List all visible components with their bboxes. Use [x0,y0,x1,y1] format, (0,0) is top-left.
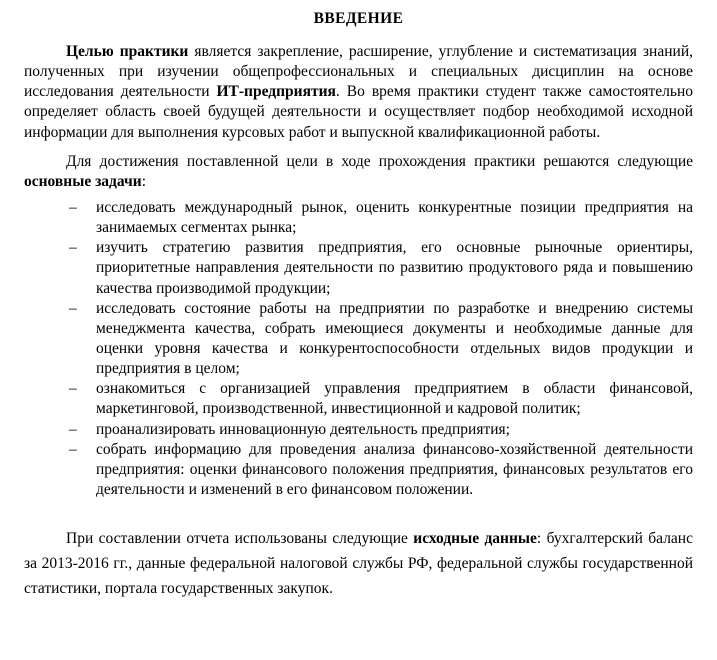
tasks-intro-text-2: : [141,172,147,190]
list-item-text: собрать информацию для проведения анализа финансово-хозяйственной деятельности предприятия: оценки финансового положения предприятия, финансовых результатов его деятельности и изменений в его финансовом положении. [96,440,693,498]
tasks-intro-bold: основные задачи [24,172,142,190]
list-item [24,198,693,238]
source-data-text-1: При составлении отчета использованы следующие [66,530,414,548]
tasks-intro-text-1: Для достижения поставленной цели в ходе прохождения практики решаются следующие [66,152,693,170]
purpose-text-1: является закрепление, расширение, углубление и систематизация знаний, полученных при изучении общепрофессиональных и специальных дисциплин на основе исследования деятельности [24,43,693,101]
list-marker-icon: – [69,198,77,216]
paragraph-tasks-intro [24,152,693,192]
list-item [24,379,693,419]
list-marker-icon: – [69,299,77,317]
document-body [24,28,693,601]
source-data-bold: исходные данные [413,530,537,548]
list-item [24,440,693,500]
paragraph-purpose [24,42,693,143]
list-item-text: проанализировать инновационную деятельность предприятия; [96,420,510,438]
page-title: ВВЕДЕНИЕ [313,10,404,27]
document-page [0,10,717,660]
source-data-text-2: : бухгалтерский баланс за 2013-2016 гг., данные федеральной налоговой службы РФ, федеральной службы государственной статистики, портала государственных закупок. [24,530,693,598]
list-item-text: изучить стратегию развития предприятия, его основные рыночные ориентиры, приоритетные направления деятельности по развитию продуктового ряда и повышению качества производимой продукции; [96,239,693,297]
purpose-mid-bold: ИТ-предприятия [216,83,336,101]
list-item [24,420,693,440]
paragraph-source-data [24,526,693,601]
task-list [24,198,693,500]
list-item-text: исследовать состояние работы на предприятии по разработке и внедрению системы менеджмента качества, собрать имеющиеся документы и необходимые данные для оценки уровня качества и конкурентоспособности отдельных видов продукции и предприятия в целом; [96,299,693,378]
list-marker-icon: – [69,239,77,257]
purpose-text-2: . Во время практики студент также самостоятельно определяет область своей будущей деятельности и осуществляет подбор необходимой исходной информации для выполнения курсовых работ и выпускной квалификационной работы. [24,83,693,141]
purpose-lead-bold: Целью практики [66,43,189,60]
list-item-text: ознакомиться с организацией управления предприятием в области финансовой, маркетинговой, производственной, инвестиционной и кадровой политик; [96,380,693,418]
list-marker-icon: – [69,380,77,398]
list-marker-icon: – [69,440,77,458]
list-item-text: исследовать международный рынок, оценить конкурентные позиции предприятия на занимаемых сегментах рынка; [96,198,693,237]
list-marker-icon: – [69,420,77,438]
list-item [24,299,693,380]
list-item [24,238,693,298]
